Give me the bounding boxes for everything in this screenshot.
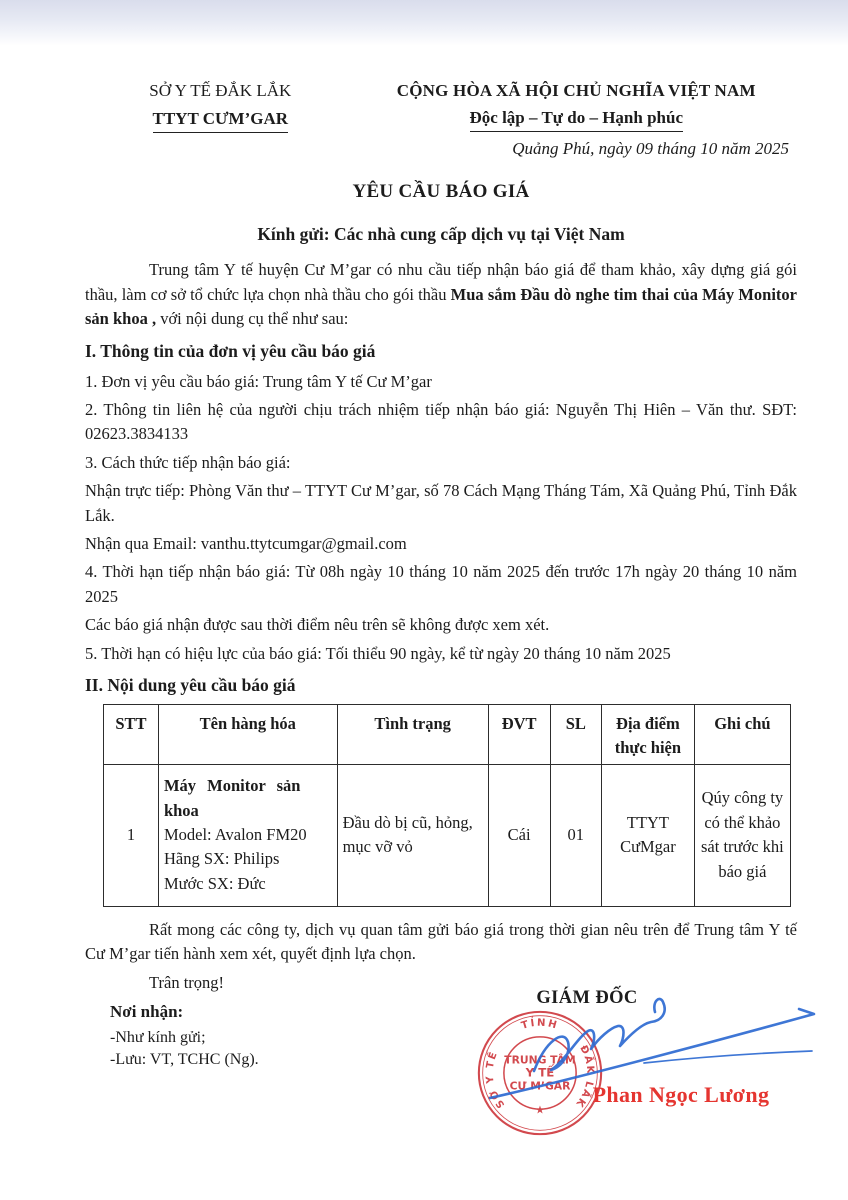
recipients-heading: Nơi nhận: (110, 1002, 184, 1021)
intro-paragraph (85, 258, 797, 331)
col-header-stt: STT (104, 704, 159, 764)
cell-location: TTYT CưMgar (602, 764, 695, 906)
salutation-line: Kính gửi: Các nhà cung cấp dịch vụ tại Việt Nam (257, 223, 625, 244)
deadline-note: Các báo giá nhận được sau thời điểm nêu trên sẽ không được xem xét. (85, 615, 550, 635)
director-title: GIÁM ĐỐC (536, 988, 638, 1008)
col-header-quantity: SL (550, 704, 602, 764)
stamp-center-line1: TRUNG TÂM (504, 1053, 576, 1067)
national-header-block (356, 78, 797, 161)
org-block (85, 78, 356, 161)
col-header-condition: Tình trạng (337, 704, 488, 764)
cell-condition: Đầu dò bị cũ, hỏng, mục vỡ vỏ (337, 764, 488, 906)
cell-quantity: 01 (550, 764, 602, 906)
document-content (85, 78, 797, 995)
stamp-ring-text-top: TỈNH (520, 1017, 560, 1032)
closing-paragraph: Rất mong các công ty, dịch vụ quan tâm gửi báo giá trong thời gian nêu trên để Trung tâm Y tế Cư M’gar tiến hành xem xét, quyết định lựa chọn. (85, 919, 797, 964)
document-title: YÊU CẦU BÁO GIÁ (352, 181, 530, 203)
document-header (85, 78, 797, 161)
col-header-location: Địa điểm thực hiện (602, 704, 695, 764)
org-parent-name: SỞ Y TẾ ĐẮK LẮK (149, 81, 292, 100)
signer-name: Phan Ngọc Lương (592, 1082, 770, 1107)
table-header-row (104, 704, 791, 764)
section1-heading: I. Thông tin của đơn vị yêu cầu báo giá (85, 340, 376, 361)
item-validity: 5. Thời hạn có hiệu lực của báo giá: Tối thiểu 90 ngày, kể từ ngày 20 tháng 10 năm 2025 (85, 643, 671, 663)
item-contact-info: 2. Thông tin liên hệ của người chịu trách nhiệm tiếp nhận báo giá: Nguyễn Thị Hiên – Văn thư. SĐT: 02623.3834133 (85, 399, 797, 444)
receiving-address-line: Nhận trực tiếp: Phòng Văn thư – TTYT Cư M’gar, số 78 Cách Mạng Tháng Tám, Xã Quảng Phú, Tỉnh Đắk Lắk. (85, 481, 797, 525)
section2-heading: II. Nội dung yêu cầu báo giá (85, 675, 296, 696)
col-header-item-name: Tên hàng hóa (158, 704, 337, 764)
item-name-bold: Máy Monitor sản khoa (163, 776, 301, 820)
stamp-ring-text-right: ĐẮK LẮK (572, 1043, 596, 1110)
recipient-line: -Lưu: VT, TCHC (Ng). (110, 1051, 259, 1069)
stamp-ring-text-left: SỞ Y TẾ (484, 1049, 508, 1110)
intro-text-1: Trung tâm Y tế huyện Cư M’gar có nhu cầu tiếp nhận báo giá để tham khảo, xây dựng giá gói thầu, làm cơ sở tổ chức lựa chọn nhà thầu cho gói thầu (85, 260, 797, 304)
cell-item-name (158, 764, 337, 906)
item-manufacturer-line: Hãng SX: Philips (163, 849, 280, 869)
intro-text-2: với nội dung cụ thể như sau: (156, 309, 349, 329)
quote-items-table (103, 704, 791, 907)
item-country-line: Mước SX: Đức (163, 873, 266, 893)
stamp-center-line2: Y TẾ (525, 1065, 555, 1080)
item-model-line: Model: Avalon FM20 (163, 825, 307, 845)
cell-stt: 1 (104, 764, 159, 906)
col-header-note: Ghi chú (694, 704, 790, 764)
national-title: CỘNG HÒA XÃ HỘI CHỦ NGHĨA VIỆT NAM (396, 81, 756, 100)
org-unit-name: TTYT CƯM’GAR (85, 106, 356, 133)
stamp-star-icon: ★ (535, 1103, 545, 1117)
regards-line: Trân trọng! (149, 972, 225, 992)
table-row (104, 764, 791, 906)
procurement-package-name: Mua sắm Đầu dò nghe tim thai của Máy Monitor sản khoa , (85, 284, 797, 329)
place-date-line: Quảng Phú, ngày 09 tháng 10 năm 2025 (512, 139, 789, 159)
item-deadline: 4. Thời hạn tiếp nhận báo giá: Từ 08h ngày 10 tháng 10 năm 2025 đến trước 17h ngày 20 tháng 10 năm 2025 (85, 562, 797, 606)
item-receiving-method: 3. Cách thức tiếp nhận báo giá: (85, 452, 291, 472)
national-motto: Độc lập – Tự do – Hạnh phúc (356, 105, 797, 132)
cell-unit: Cái (488, 764, 550, 906)
recipient-line: -Như kính gửi; (110, 1028, 206, 1046)
cell-note: Qúy công ty có thể khảo sát trước khi báo giá (694, 764, 790, 906)
item-requesting-unit: 1. Đơn vị yêu cầu báo giá: Trung tâm Y tế Cư M’gar (85, 371, 432, 391)
recipients-block (110, 1000, 259, 1072)
stamp-center-line3: CƯ M’GAR (509, 1079, 571, 1093)
col-header-unit: ĐVT (488, 704, 550, 764)
receiving-email-line: Nhận qua Email: vanthu.ttytcumgar@gmail.com (85, 534, 407, 554)
scan-edge-shadow (0, 0, 848, 46)
